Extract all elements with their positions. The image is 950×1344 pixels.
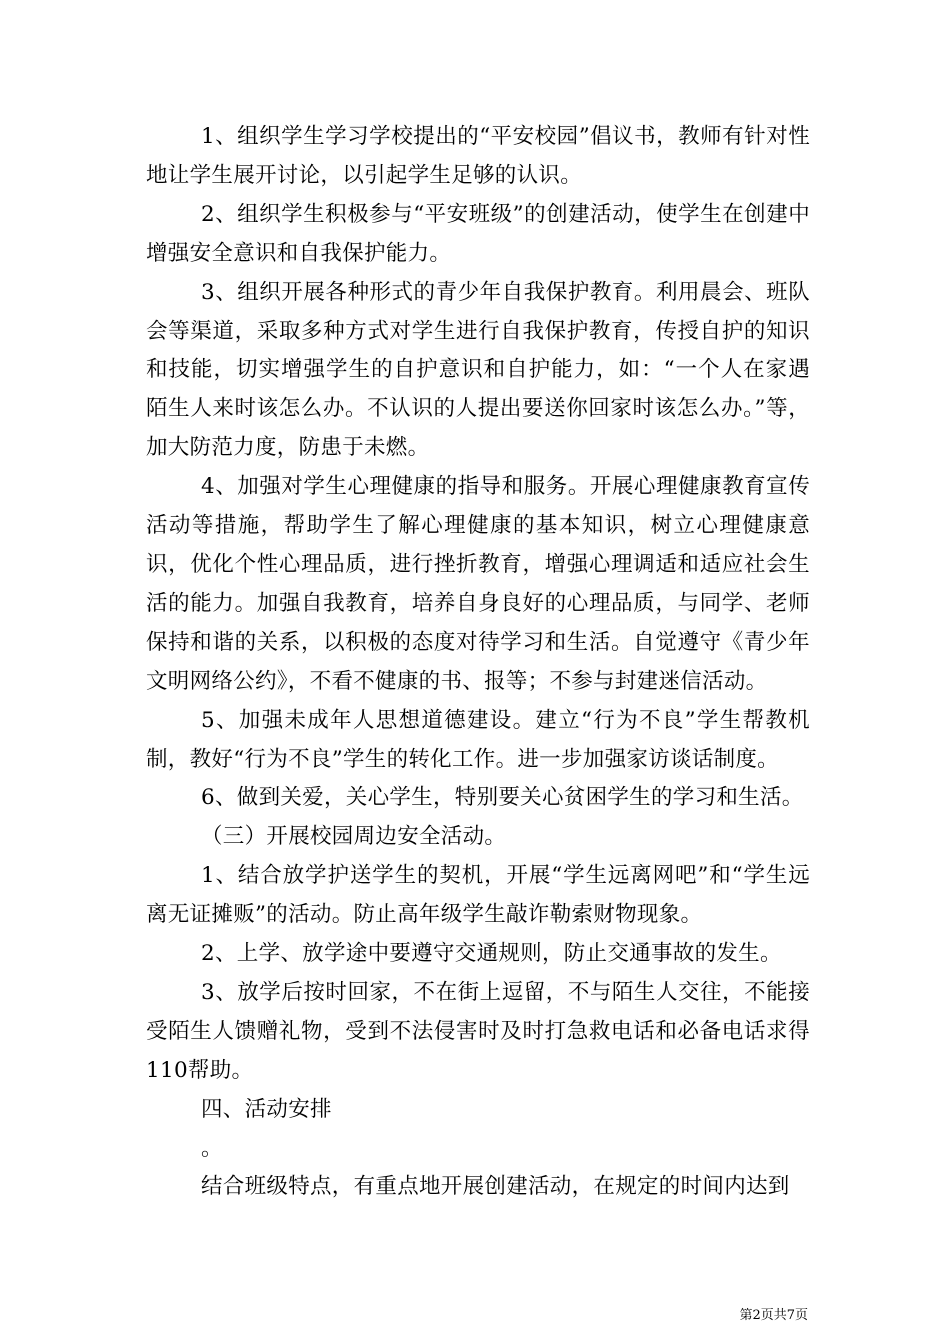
page-number: 第2页共7页 [739,1308,808,1323]
paragraph-item-7: 1、结合放学护送学生的契机，开展“学生远离网吧”和“学生远离无证摊贩”的活动。防止高年级学生敲诈勒索财物现象。 [146,863,810,928]
paragraph-item-10: 结合班级特点，有重点地开展创建活动，在规定的时间内达到 [201,1174,790,1200]
paragraph-item-3: 3、组织开展各种形式的青少年自我保护教育。利用晨会、班队会等渠道，采取多种方式对学生进行自我保护教育，传授自护的知识和技能，切实增强学生的自护意识和自护能力，如：“一个人在家遇陌生人来时该怎么办。不认识的人提出要送你回家时该怎么办。”等，加大防范力度，防患于未燃。 [146,279,810,461]
paragraph-item-8: 2、上学、放学途中要遵守交通规则，防止交通事故的发生。 [201,941,782,967]
paragraph-item-6: 6、做到关爱，关心学生，特别要关心贫困学生的学习和生活。 [201,785,804,811]
paragraph-item-9: 3、放学后按时回家，不在街上逗留，不与陌生人交往，不能接受陌生人馈赠礼物，受到不法侵害时及时打急救电话和必备电话求得110帮助。 [146,979,810,1083]
paragraph-item-2: 2、组织学生积极参与“平安班级”的创建活动，使学生在创建中增强安全意识和自我保护能力。 [146,201,810,266]
paragraph-item-4: 4、加强对学生心理健康的指导和服务。开展心理健康教育宣传活动等措施，帮助学生了解心理健康的基本知识，树立心理健康意识，优化个性心理品质，进行挫折教育，增强心理调适和适应社会生活的能力。加强自我教育，培养自身良好的心理品质，与同学、老师保持和谐的关系，以积极的态度对待学习和生活。自觉遵守《青少年文明网络公约》，不看不健康的书、报等；不参与封建迷信活动。 [146,474,810,694]
stray-punctuation: 。 [201,1135,223,1161]
paragraph-item-5: 5、加强未成年人思想道德建设。建立“行为不良”学生帮教机制，教好“行为不良”学生的转化工作。进一步加强家访谈话制度。 [146,707,810,772]
document-body [146,118,810,1207]
section-heading-4: 四、活动安排 [201,1096,332,1122]
section-heading-3: （三）开展校园周边安全活动。 [201,824,507,850]
paragraph-item-1: 1、组织学生学习学校提出的“平安校园”倡议书，教师有针对性地让学生展开讨论，以引起学生足够的认识。 [146,124,810,188]
